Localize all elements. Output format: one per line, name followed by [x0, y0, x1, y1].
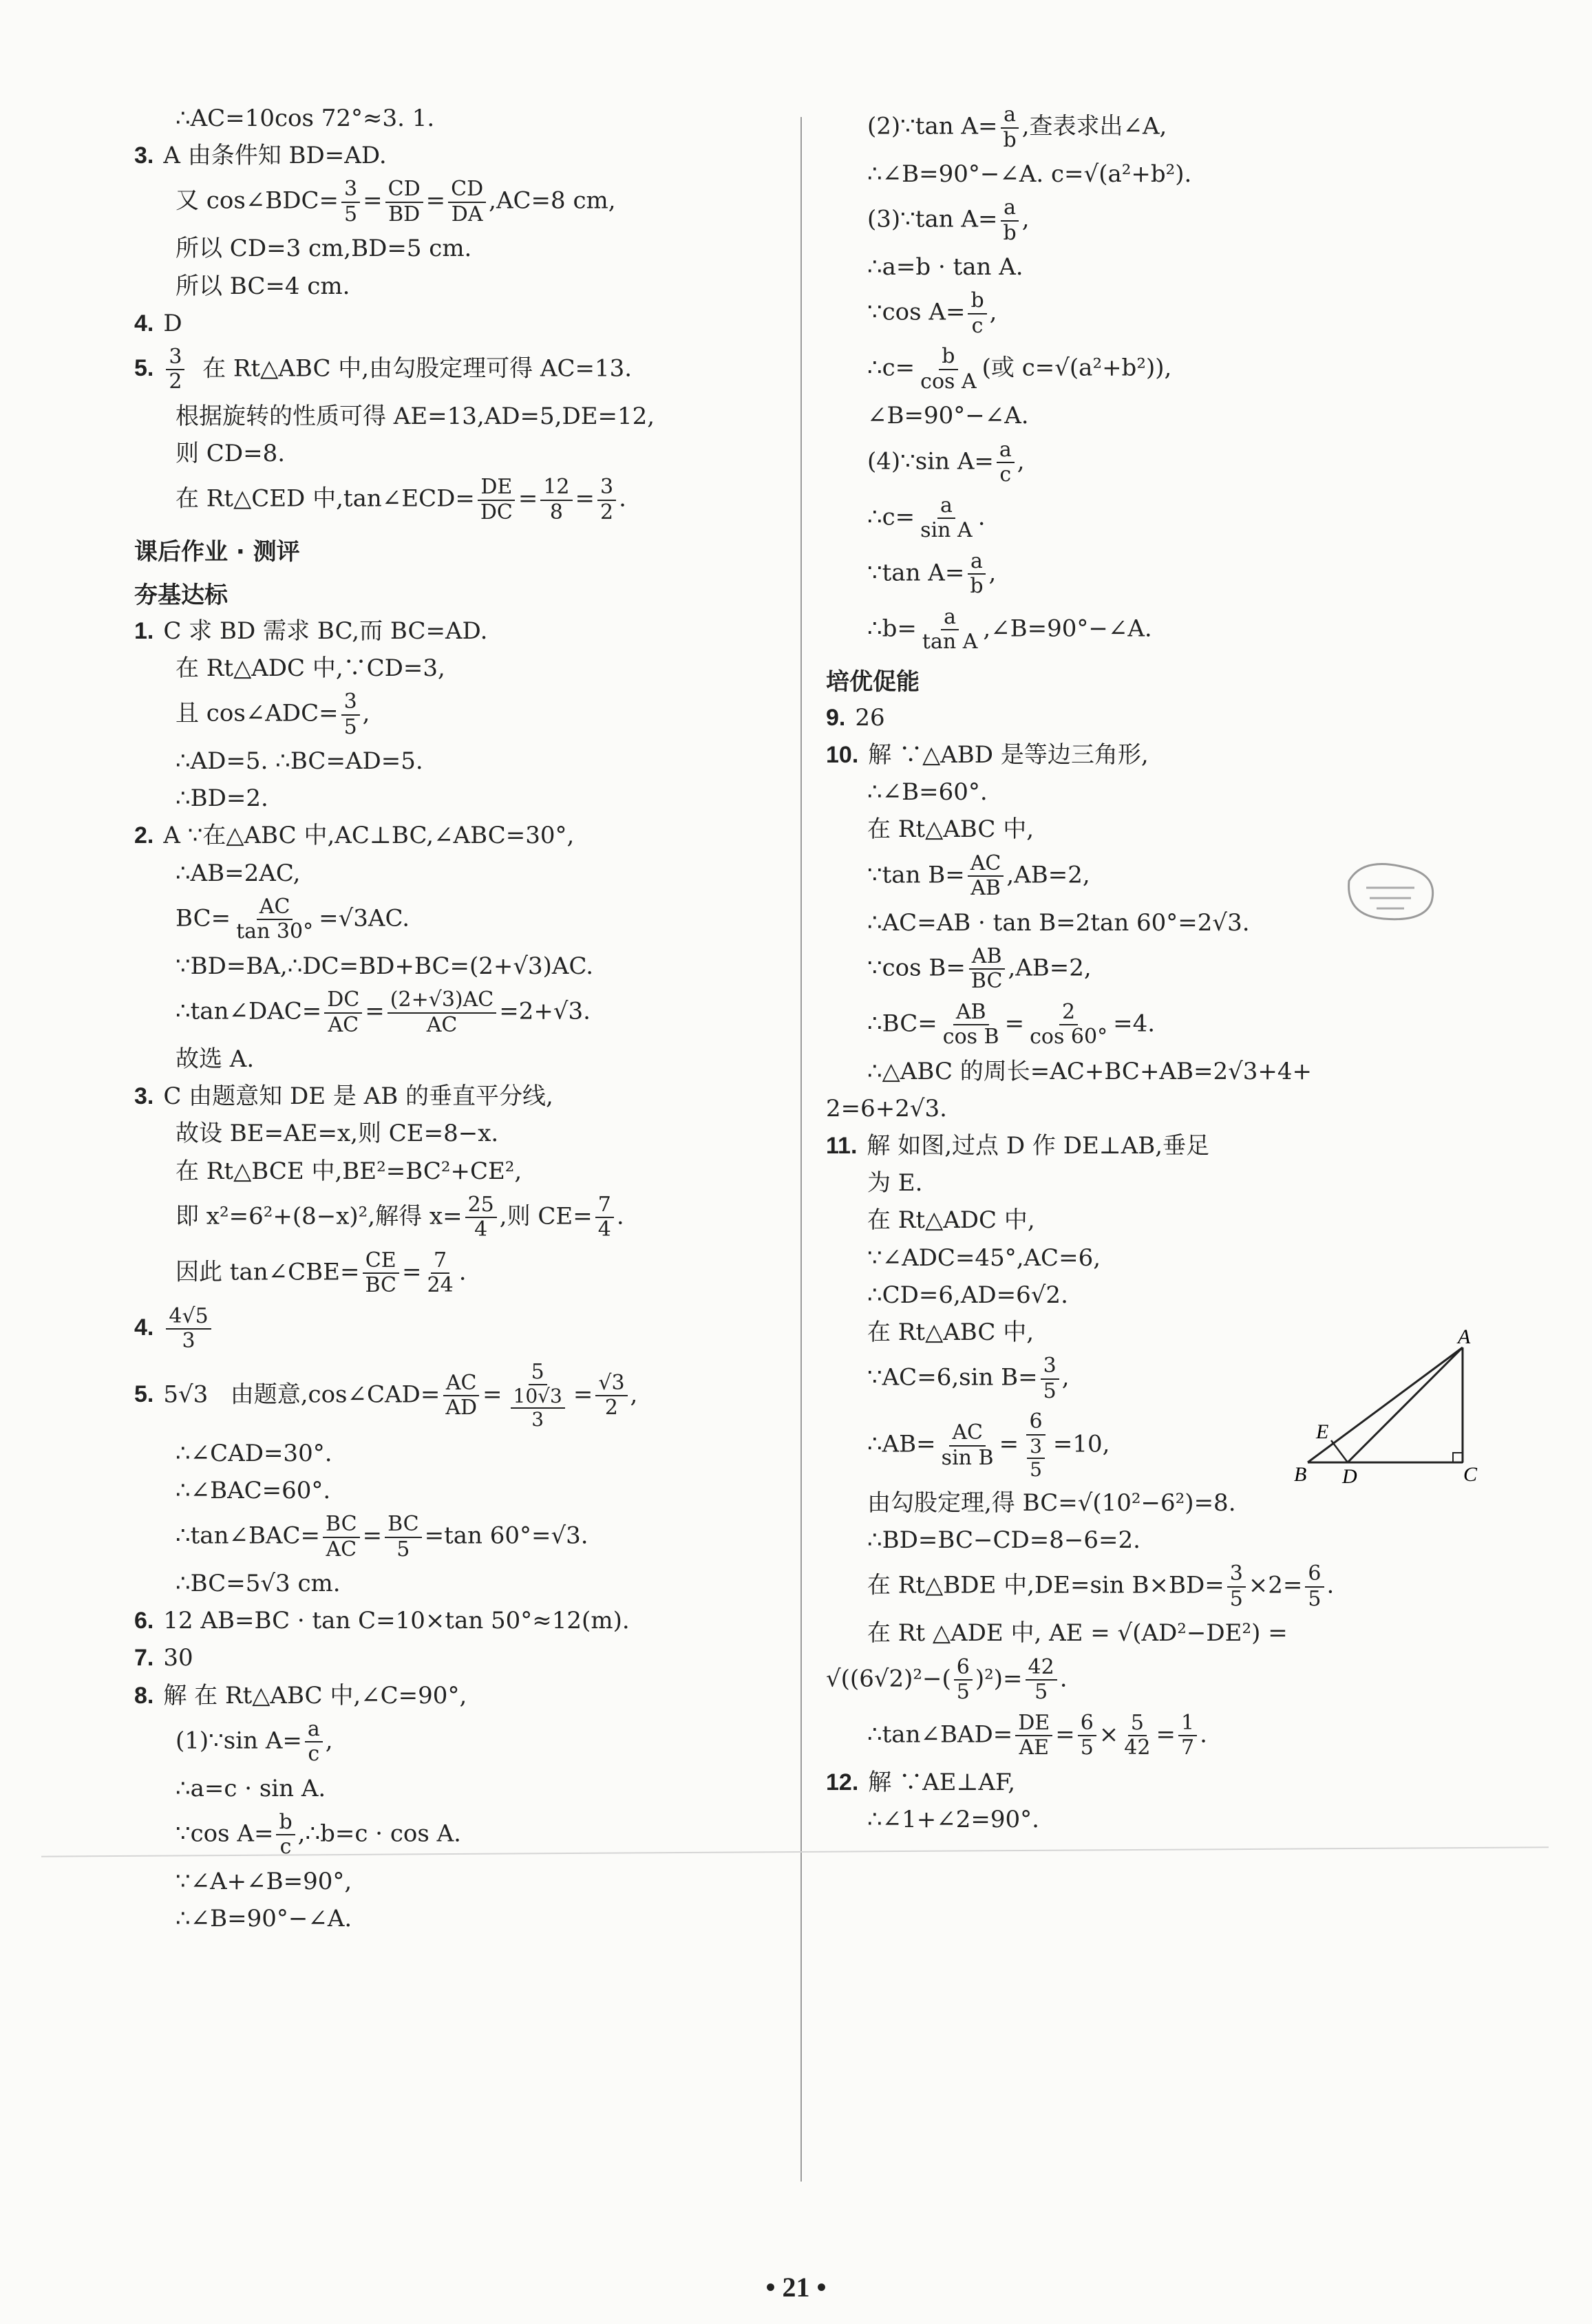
right-angle-marker [1453, 1453, 1463, 1462]
formula-line: 即 x²=6²+(8−x)²,解得 x= $\frac{25}{4}$ ,则 CE= $\frac{7}{4}$ . [176, 1192, 624, 1242]
question-10: 10. 解 ∵△ABD 是等边三角形, [826, 740, 1149, 769]
text-line: ∴△ABC 的周长=AC+BC+AB=2√3+4+ [867, 1057, 1312, 1085]
formula-line: (3)∵tan A= $\frac{a}{b}$ , [867, 195, 1030, 245]
formula-line: ∴b= $\frac{a}{\text{tan A}}$ ,∠B=90°−∠A. [867, 604, 1152, 654]
question-2: 2. A ∵在△ABC 中,AC⊥BC,∠ABC=30°, [134, 822, 575, 850]
answer-text: A 由条件知 BD=AD. [163, 142, 387, 170]
text-line: 在 Rt△ABC 中, [867, 1319, 1034, 1346]
line-de [1331, 1440, 1348, 1462]
line-ad [1348, 1347, 1463, 1462]
fraction: $\frac{3}{2}$ [166, 345, 184, 394]
text-line: ∴∠B=60°. [867, 778, 988, 807]
question-9: 9. 26 [826, 703, 885, 732]
line-ab [1308, 1347, 1463, 1462]
text-line: ∵∠ADC=45°,AC=6, [867, 1244, 1101, 1272]
formula-line: ∵cos B= $\frac{AB}{BC}$ ,AB=2, [867, 944, 1092, 994]
text-line: 在 Rt △ADE 中, AE = √(AD²−DE²) = [867, 1619, 1288, 1648]
subsection-heading: 夯基达标 [134, 581, 228, 609]
formula-line: ∴c= $\frac{b}{\text{cos A}}$ (或 c=√(a²+b²)), [867, 344, 1172, 394]
text-line: ∴AC=AB · tan B=2tan 60°=2√3. [867, 908, 1250, 937]
text-line: ∴AC=10cos 72°≈3. 1. [176, 105, 435, 132]
label-c: C [1463, 1463, 1478, 1486]
formula-line: BC= $\frac{AC}{\tan 30^\circ}$ =√3AC. [176, 894, 410, 944]
formula-line: √((6√2)²−( $\frac{6}{5}$ )²)= $\frac{42}{5}$ . [826, 1654, 1068, 1705]
text-line: 为 E. [867, 1169, 923, 1197]
text-line: 在 Rt△ABC 中, [867, 815, 1034, 844]
section-heading: 课后作业 · 测评 [134, 538, 300, 566]
formula-line: (2)∵tan A= $\frac{a}{b}$ ,查表求出∠A, [867, 103, 1167, 152]
formula-line: 又 cos∠BDC= $\frac{3}{5}$ = $\frac{CD}{BD}$ = $\frac{CD}{DA}$ ,AC=8 cm, [176, 177, 616, 226]
label-b: B [1294, 1463, 1307, 1486]
label-e: E [1316, 1420, 1329, 1443]
text-line: ∴∠BAC=60°. [176, 1476, 331, 1504]
formula-line: 在 Rt△CED 中,tan∠ECD= $\frac{DE}{DC}$ = $\frac{12}{8}$ = $\frac{3}{2}$ . [176, 475, 626, 524]
page-number: • 21 • [765, 2272, 827, 2303]
left-column [134, 103, 781, 1941]
text-line: 故选 A. [176, 1045, 255, 1073]
formula-line: 因此 tan∠CBE= $\frac{CE}{BC}$ = $\frac{7}{24}$ . [176, 1248, 467, 1298]
text-line: 所以 CD=3 cm,BD=5 cm. [176, 235, 472, 263]
formula-line: ∴tan∠DAC= $\frac{DC}{AC}$ = $\frac{(2+√3)AC}{AC}$ =2+√3. [176, 988, 591, 1037]
text-line: 在 Rt△BCE 中,BE²=BC²+CE², [176, 1157, 522, 1185]
formula-line: ∴BC= $\frac{AB}{\text{cos B}}$ = $\frac{2}{\cos 60^\circ}$ =4. [867, 999, 1156, 1049]
question-number: 4. [134, 310, 154, 337]
subsection-heading: 培优促能 [826, 668, 920, 696]
question-number: 5. [134, 355, 154, 382]
text: 又 cos∠BDC= [176, 186, 339, 215]
formula-line: ∵AC=6,sin B= $\frac{3}{5}$ , [867, 1354, 1070, 1403]
question-1: 1. C 求 BD 需求 BC,而 BC=AD. [134, 617, 488, 645]
formula-line: (1)∵sin A= $\frac{a}{c}$ , [176, 1716, 333, 1767]
text-line: 所以 BC=4 cm. [176, 272, 350, 300]
fraction: $\frac{CD}{DA}$ [448, 178, 486, 226]
question-7: 7. 30 [134, 1644, 193, 1672]
text-line: ∴AD=5. ∴BC=AD=5. [176, 747, 423, 776]
text-line: ∴AB=2AC, [176, 859, 301, 887]
text-line: 故设 BE=AE=x,则 CE=8−x. [176, 1120, 499, 1148]
text-line: 根据旋转的性质可得 AE=13,AD=5,DE=12, [176, 402, 655, 430]
text-line: ∴BC=5√3 cm. [176, 1570, 341, 1597]
text-line: 在 Rt△ADC 中, [867, 1206, 1035, 1235]
text-line: ∵∠A+∠B=90°, [176, 1867, 352, 1895]
text-line: ∴a=b · tan A. [867, 253, 1023, 281]
formula-line: ∵tan B= $\frac{AC}{AB}$ ,AB=2, [867, 851, 1090, 900]
text-line: ∴∠1+∠2=90°. [867, 1805, 1039, 1833]
question-12: 12. 解 ∵AE⊥AF, [826, 1768, 1016, 1796]
label-d: D [1342, 1465, 1357, 1486]
question-4 [134, 308, 781, 339]
right-column [826, 103, 1487, 1842]
question-number: 3. [134, 142, 154, 169]
formula-line: ∴c= $\frac{a}{\text{sin A}}$ . [867, 493, 986, 543]
column-divider [800, 117, 802, 2182]
answer-text: D [163, 309, 182, 337]
stamp-icon [1335, 853, 1445, 929]
formula-line: ∴AB= $\frac{AC}{\text{sin B}}$ = $\frac{6}{\frac{3}{5}}$ =10, [867, 1409, 1110, 1481]
text-line: 则 CD=8. [176, 440, 286, 468]
text-line: ∴CD=6,AD=6√2. [867, 1281, 1068, 1309]
text-line: ∴∠B=90°−∠A. [176, 1905, 352, 1933]
question-6: 6. 12 AB=BC · tan C=10×tan 50°≈12(m). [134, 1607, 630, 1635]
formula-line: ∵cos A= $\frac{b}{c}$ ,∴b=c · cos A. [176, 1809, 461, 1859]
formula-line: ∴tan∠BAD= $\frac{DE}{AE}$ = $\frac{6}{5}$ × $\frac{5}{42}$ = $\frac{1}{7}$ . [867, 1710, 1207, 1760]
formula-line: ∴tan∠BAC= $\frac{BC}{AC}$ = $\frac{BC}{5}$ =tan 60°=√3. [176, 1512, 588, 1561]
question-5b: 5. 5√3 由题意,cos∠CAD= $\frac{AC}{AD}$ = $\frac{5}{\frac{10√3}{3}}$ = $\frac{√3}{2}$ , [134, 1359, 638, 1431]
formula-line: 在 Rt△BDE 中,DE=sin B×BD= $\frac{3}{5}$ ×2= $\frac{6}{5}$ . [867, 1561, 1335, 1611]
text-line: ∴BD=2. [176, 785, 268, 813]
question-8: 8. 解 在 Rt△ABC 中,∠C=90°, [134, 1681, 467, 1709]
text-line: ∴∠CAD=30°. [176, 1439, 332, 1467]
text-line: ∴a=c · sin A. [176, 1774, 326, 1802]
text-line: ∴∠B=90°−∠A. c=√(a²+b²). [867, 160, 1192, 188]
text: ,AC=8 cm, [489, 186, 616, 215]
text-line: 在 Rt△ADC 中,∵CD=3, [176, 654, 445, 682]
question-3 [134, 140, 781, 171]
text-line: ∠B=90°−∠A. [867, 402, 1029, 430]
question-11: 11. 解 如图,过点 D 作 DE⊥AB,垂足 [826, 1132, 1210, 1160]
question-5 [134, 345, 781, 394]
fraction: $\frac{CD}{BD}$ [385, 178, 423, 226]
text: 在 Rt△ABC 中,由勾股定理可得 AC=13. [202, 354, 633, 383]
formula-line: ∵tan A= $\frac{a}{b}$ , [867, 548, 997, 599]
text-line: ∴BD=BC−CD=8−6=2. [867, 1526, 1140, 1555]
formula-line: ∵cos A= $\frac{b}{c}$ , [867, 288, 997, 338]
fraction: $\frac{3}{5}$ [341, 178, 360, 226]
label-a: A [1458, 1328, 1471, 1348]
text-line: ∵BD=BA,∴DC=BD+BC=(2+√3)AC. [176, 952, 594, 980]
question-3b: 3. C 由题意知 DE 是 AB 的垂直平分线, [134, 1083, 553, 1111]
triangle-figure [1294, 1328, 1487, 1486]
text-line: 由勾股定理,得 BC=√(10²−6²)=8. [867, 1489, 1236, 1517]
formula-line: (4)∵sin A= $\frac{a}{c}$ , [867, 437, 1025, 487]
question-4b: 4. $\frac{4√5}{3}$ [134, 1305, 781, 1354]
text-line: 2=6+2√3. [826, 1094, 947, 1122]
formula-line: 且 cos∠ADC= $\frac{3}{5}$ , [176, 690, 370, 739]
